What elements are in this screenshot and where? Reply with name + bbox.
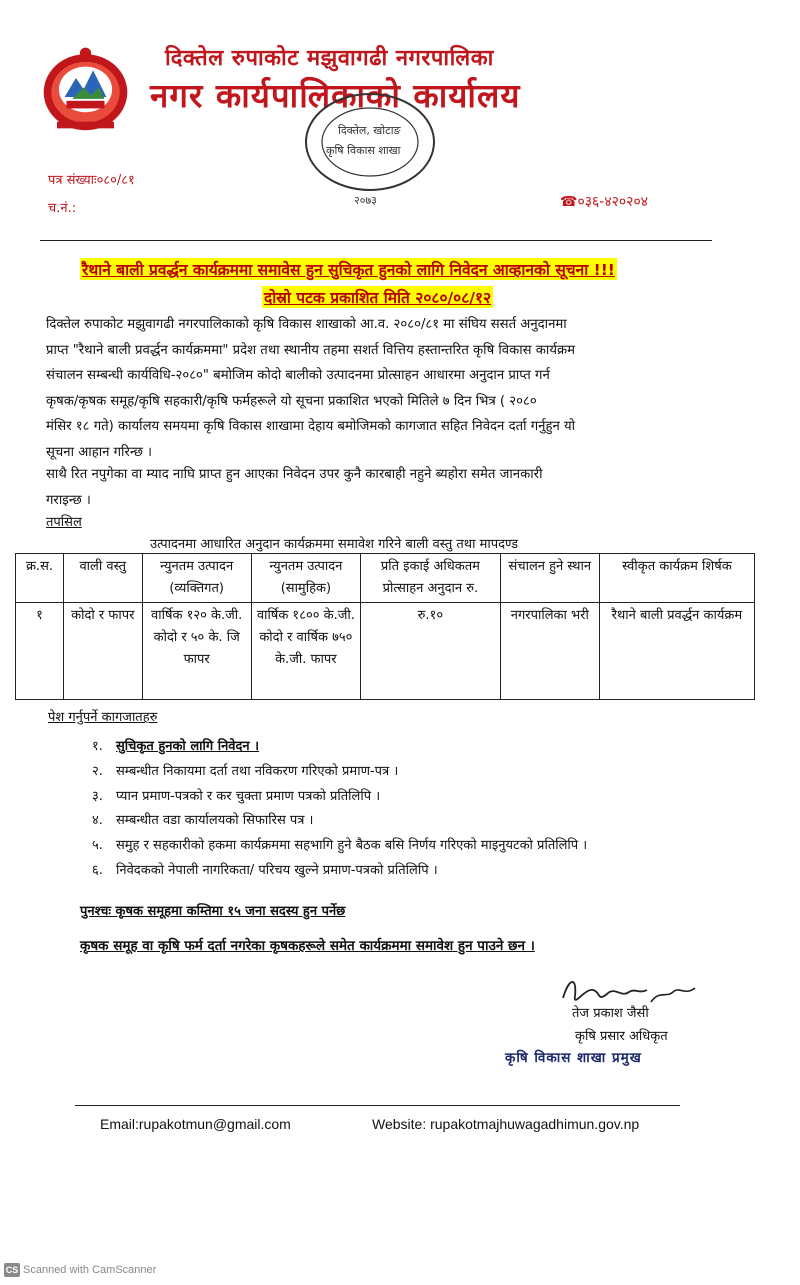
footer-divider — [75, 1105, 680, 1106]
postscript-note: पुनश्चः कृषक समूहमा कम्तिमा १५ जना सदस्य हुन पर्नेछ — [80, 904, 346, 919]
item-text: सम्बन्धीत निकायमा दर्ता तथा नविकरण गरिएको प्रमाण-पत्र । — [116, 763, 399, 779]
notice-body — [46, 312, 706, 465]
item-text: सुचिकृत हुनको लागि निवेदन । — [116, 739, 260, 754]
footer-email: Email:rupakotmun@gmail.com — [100, 1116, 291, 1132]
column-header: प्रति इकाई अधिकतम प्रोत्साहन अनुदान रु. — [360, 554, 500, 603]
table-row — [16, 603, 755, 700]
item-text: सम्बन्धीत वडा कार्यालयको सिफारिस पत्र । — [116, 813, 314, 829]
list-item — [92, 834, 587, 859]
notice-title: रैथाने बाली प्रवर्द्धन कार्यक्रममा समावेस हुन सुचिकृत हुनको लागि निवेदन आव्हानको सूचना !!! — [80, 258, 617, 280]
office-stamp — [290, 90, 450, 210]
eligibility-note: कृषक समूह वा कृषि फर्म दर्ता नगरेका कृषकहरूले समेत कार्यक्रममा समावेश हुन पाउने छन । — [80, 938, 535, 954]
signer-section-stamp: कृषि विकास शाखा प्रमुख — [505, 1050, 642, 1066]
stamp-line-3: २०७३ — [354, 194, 377, 207]
footer-website: Website: rupakotmajhuwagadhimun.gov.np — [372, 1116, 640, 1132]
column-header: वाली वस्तु — [63, 554, 142, 603]
signer-title: कृषि प्रसार अधिकृत — [575, 1029, 668, 1044]
reference-number: पत्र संख्याः०८०/८१ — [48, 173, 135, 188]
body-line: सूचना आहान गरिन्छ । — [46, 444, 153, 460]
notice-subtitle: दोस्रो पटक प्रकाशित मिति २०८०/०८/१२ — [262, 286, 493, 308]
documents-list — [92, 735, 587, 884]
item-text: निवेदकको नेपाली नागरिकता/ परिचय खुल्ने प्रमाण-पत्रको प्रतिलिपि । — [116, 862, 438, 878]
body-line: गराइन्छ । — [46, 492, 91, 508]
notice-body-2 — [46, 462, 706, 513]
column-header: संचालन हुने स्थान — [500, 554, 599, 603]
list-item — [92, 859, 587, 884]
column-header: स्वीकृत कार्यक्रम शिर्षक — [599, 554, 754, 603]
org-name: दिक्तेल रुपाकोट मझुवागढी नगरपालिका — [165, 46, 494, 71]
body-line: कृषक/कृषक समूह/कृषि सहकारी/कृषि फर्महरूले यो सूचना प्रकाशित भएको मितिले ७ दिन भित्र ( २०८० — [46, 393, 537, 409]
list-item — [92, 809, 587, 834]
item-text: समुह र सहकारीको हकमा कार्यक्रममा सहभागि हुने बैठक बसि निर्णय गरिएको माइनुयटको प्रतिलिपि । — [116, 838, 588, 854]
table-cell: वार्षिक १८०० के.जी. कोदो र वार्षिक ७५० के.जी. फापर — [251, 603, 360, 700]
column-header: न्युनतम उत्पादन (व्यक्तिगत) — [142, 554, 251, 603]
camscanner-logo-icon: CS — [5, 1265, 19, 1275]
body-line: दिक्तेल रुपाकोट मझुवागढी नगरपालिकाको कृषि विकास शाखाको आ.व. २०८०/८१ मा संघिय ससर्त अनुदानमा — [46, 317, 567, 332]
item-number: ५. — [92, 838, 103, 854]
column-header: न्युनतम उत्पादन (सामुहिक) — [251, 554, 360, 603]
list-item — [92, 760, 587, 785]
phone-number: ☎०३६-४२०२०४ — [560, 194, 649, 210]
item-number: ३. — [92, 788, 103, 804]
nepal-government-emblem-icon — [38, 40, 133, 135]
item-number: ४. — [92, 813, 103, 829]
item-text: प्यान प्रमाण-पत्रको र कर चुक्ता प्रमाण पत्रको प्रतिलिपि । — [116, 788, 381, 804]
body-line: साथै रित नपुगेका वा म्याद नाघि प्राप्त हुन आएका निवेदन उपर कुनै कारबाही नहुने ब्यहोरा समेत जानकारी — [46, 467, 543, 482]
dispatch-number: च.नं.: — [48, 201, 77, 216]
table-cell: कोदो र फापर — [63, 603, 142, 700]
criteria-table — [15, 553, 755, 700]
header-divider — [40, 240, 712, 241]
item-number: २. — [92, 763, 103, 779]
office-name: नगर कार्यपालिकाको कार्यालय — [150, 76, 521, 115]
body-line: मंसिर १८ गते) कार्यालय समयमा कृषि विकास शाखामा देहाय बमोजिमको कागजात सहित निवेदन दर्ता गर्नुहुन यो — [46, 419, 576, 434]
table-cell: नगरपालिका भरी — [500, 603, 599, 700]
table-cell: वार्षिक १२० के.जी. कोदो र ५० के. जि फापर — [142, 603, 251, 700]
documents-heading: पेश गर्नुपर्ने कागजातहरु — [48, 710, 158, 725]
signer-name: तेज प्रकाश जैसी — [572, 1006, 649, 1021]
table-cell: रु.१० — [360, 603, 500, 700]
list-item — [92, 785, 587, 810]
table-caption: उत्पादनमा आधारित अनुदान कार्यक्रममा समावेश गरिने बाली वस्तु तथा मापदण्ड — [150, 537, 519, 552]
camscanner-watermark — [4, 1263, 156, 1277]
table-cell: १ — [16, 603, 64, 700]
stamp-line-2: कृषि विकास शाखा — [326, 144, 401, 157]
list-item — [92, 735, 587, 760]
table-cell: रैथाने बाली प्रवर्द्धन कार्यक्रम — [599, 603, 754, 700]
body-line: संचालन सम्बन्धी कार्यविधि-२०८०" बमोजिम कोदो बालीको उत्पादनमा प्रोत्साहन आधारमा अनुदान प्राप्त गर्न — [46, 368, 550, 383]
item-number: १. — [92, 739, 103, 754]
table-header-row — [16, 554, 755, 603]
body-line: प्राप्त "रैथाने बाली प्रवर्द्धन कार्यक्रममा" प्रदेश तथा स्थानीय तहमा सशर्त वित्तिय हस्तान्तरित कृषि विकास कार्यक्रम — [46, 342, 575, 358]
stamp-line-1: दिक्तेल, खोटाङ — [338, 124, 401, 137]
column-header: क्र.स. — [16, 554, 64, 603]
watermark-text: Scanned with CamScanner — [23, 1263, 157, 1276]
item-number: ६. — [92, 862, 103, 878]
schedule-heading: तपसिल — [46, 515, 82, 530]
